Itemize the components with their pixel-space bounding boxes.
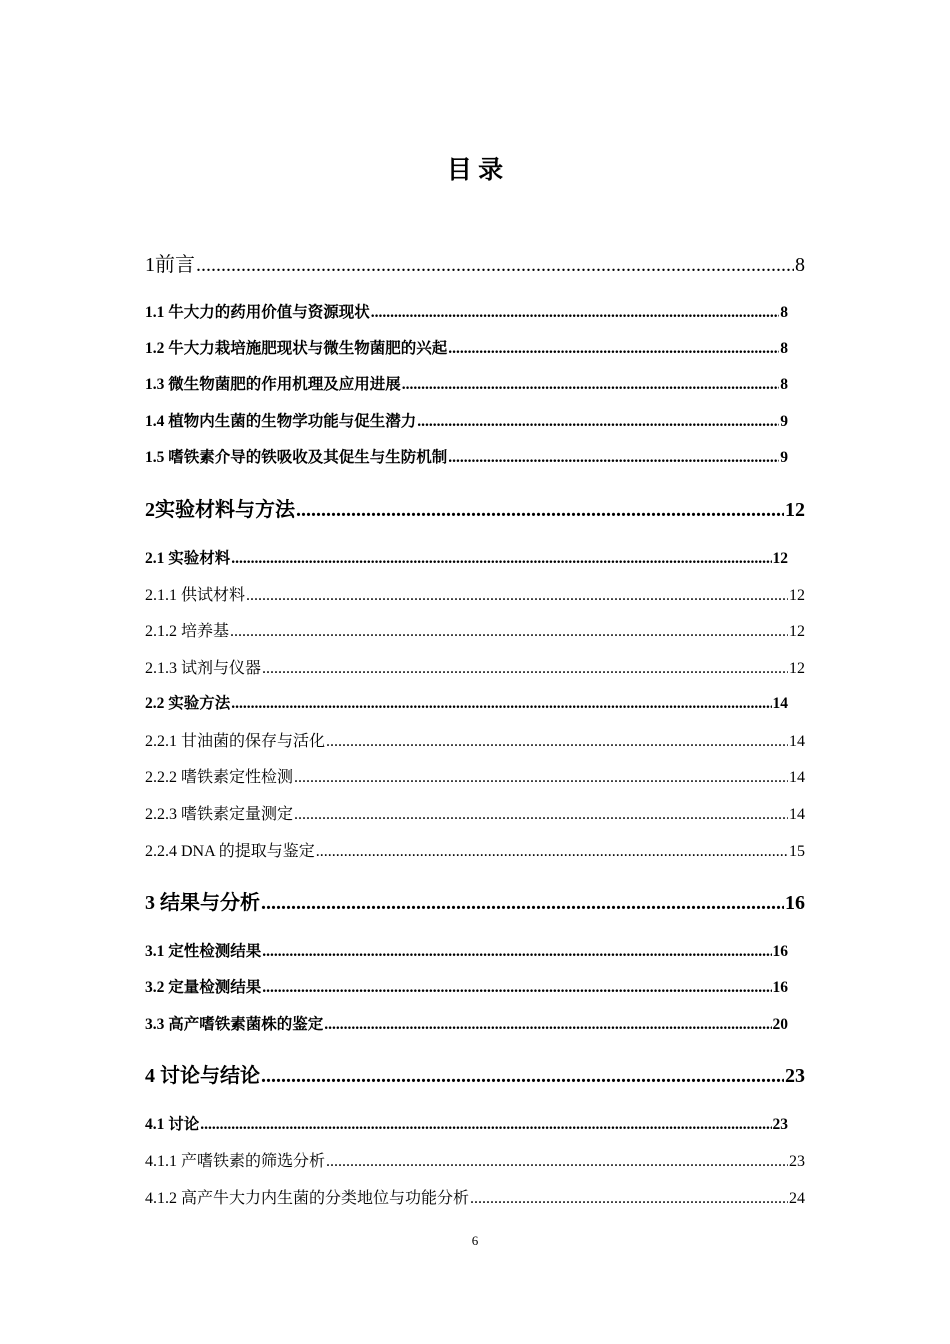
toc-entry-label: 2.2.3 嗜铁素定量测定 [145,806,294,823]
toc-leader [417,413,779,431]
toc-entry[interactable] [145,838,805,861]
toc-entry[interactable] [145,801,805,824]
toc-entry-label: 3 结果与分析 [145,892,260,914]
toc-entry-page: 14 [772,695,788,712]
page-title: 目 录 [446,157,504,184]
toc-entry-page: 8 [780,304,788,321]
toc-entry-page: 23 [785,1065,805,1087]
toc-entry[interactable] [145,1059,805,1088]
toc-entry-page: 24 [789,1190,805,1207]
toc-leader [402,376,779,394]
toc-leader [231,695,771,713]
toc-leader [316,843,788,861]
toc-entry[interactable] [145,409,788,431]
toc-entry-page: 12 [789,623,805,640]
toc-entry-page: 12 [789,660,805,677]
toc-leader [261,1065,784,1088]
toc-entry-label: 4.1.1 产嗜铁素的筛选分析 [145,1153,326,1170]
toc-entry-label: 1.5 嗜铁素介导的铁吸收及其促生与生防机制 [145,449,448,466]
toc-entry-label: 1.3 微生物菌肥的作用机理及应用进展 [145,376,401,393]
toc-entry-page: 16 [772,979,788,996]
toc-entry[interactable] [145,300,788,322]
toc-entry-page: 12 [785,499,805,521]
toc-entry-page: 8 [795,254,805,276]
toc-entry-label: 4.1 讨论 [145,1116,200,1133]
toc-leader [326,1153,788,1171]
toc-entry[interactable] [145,336,788,358]
toc-entry-label: 3.1 定性检测结果 [145,943,262,960]
toc-entry[interactable] [145,764,805,787]
toc-leader [371,304,779,322]
page-number: 6 [471,1233,479,1248]
toc-leader [294,806,788,824]
toc-leader [262,979,771,997]
toc-leader [200,1116,771,1134]
toc-entry-label: 2.2.2 嗜铁素定性检测 [145,769,294,786]
toc-entry-label: 1前言 [145,254,195,276]
toc-leader [261,892,784,915]
toc-entry-label: 2.2 实验方法 [145,695,231,712]
toc-entry-page: 12 [789,587,805,604]
toc-entry-page: 8 [780,340,788,357]
toc-entry[interactable] [145,1148,805,1171]
toc-entry[interactable] [145,939,788,961]
toc-entry-label: 2.1 实验材料 [145,550,231,567]
toc-leader [326,733,788,751]
toc-entry-label: 4.1.2 高产牛大力内生菌的分类地位与功能分析 [145,1190,470,1207]
toc-leader [324,1016,771,1034]
toc-entry[interactable] [145,1185,805,1208]
toc-entry-page: 16 [785,892,805,914]
toc-entry-label: 4 讨论与结论 [145,1065,260,1087]
toc-entry-label: 2.1.2 培养基 [145,623,230,640]
toc-leader [231,550,771,568]
toc-entry[interactable] [145,372,788,394]
toc-entry[interactable] [145,1012,788,1034]
toc-entry[interactable] [145,886,805,915]
toc-entry-label: 2实验材料与方法 [145,499,295,521]
toc-entry-label: 3.3 高产嗜铁素菌株的鉴定 [145,1016,324,1033]
toc-entry[interactable] [145,618,805,641]
toc-leader [196,254,794,277]
toc-entry[interactable] [145,493,805,522]
toc-leader [448,449,779,467]
toc-leader [470,1190,788,1208]
toc-leader [448,340,779,358]
toc-entry-page: 14 [789,733,805,750]
toc-entry-page: 23 [772,1116,788,1133]
toc-entry-label: 1.2 牛大力栽培施肥现状与微生物菌肥的兴起 [145,340,448,357]
toc-entry[interactable] [145,975,788,997]
toc-entry-label: 3.2 定量检测结果 [145,979,262,996]
toc-leader [262,943,771,961]
toc-entry-page: 9 [780,413,788,430]
toc-entry[interactable] [145,546,788,568]
toc-entry-page: 12 [772,550,788,567]
toc-leader [262,660,788,678]
toc-entry-page: 14 [789,769,805,786]
toc-entry-page: 16 [772,943,788,960]
toc-entry-label: 2.2.4 DNA 的提取与鉴定 [145,843,315,860]
toc-entry[interactable] [145,1112,788,1134]
toc-entry-page: 15 [789,843,805,860]
toc-entry-page: 20 [772,1016,788,1033]
toc-entry-label: 1.1 牛大力的药用价值与资源现状 [145,304,370,321]
toc-entry[interactable] [145,582,805,605]
toc-entry[interactable] [145,728,805,751]
toc-entry-page: 8 [780,376,788,393]
toc-leader [294,769,788,787]
toc-entry-label: 2.1.3 试剂与仪器 [145,660,262,677]
toc-entry-page: 23 [789,1153,805,1170]
toc-leader [296,499,784,522]
toc-entry-label: 2.1.1 供试材料 [145,587,246,604]
toc-entry-page: 14 [789,806,805,823]
toc-leader [246,587,788,605]
toc-entry[interactable] [145,655,805,678]
toc-leader [230,623,788,641]
toc-entry[interactable] [145,691,788,713]
toc-entry[interactable] [145,248,805,277]
toc-entry-label: 2.2.1 甘油菌的保存与活化 [145,733,326,750]
toc-entry-page: 9 [780,449,788,466]
toc-entry-label: 1.4 植物内生菌的生物学功能与促生潜力 [145,413,417,430]
toc-entry[interactable] [145,445,788,467]
